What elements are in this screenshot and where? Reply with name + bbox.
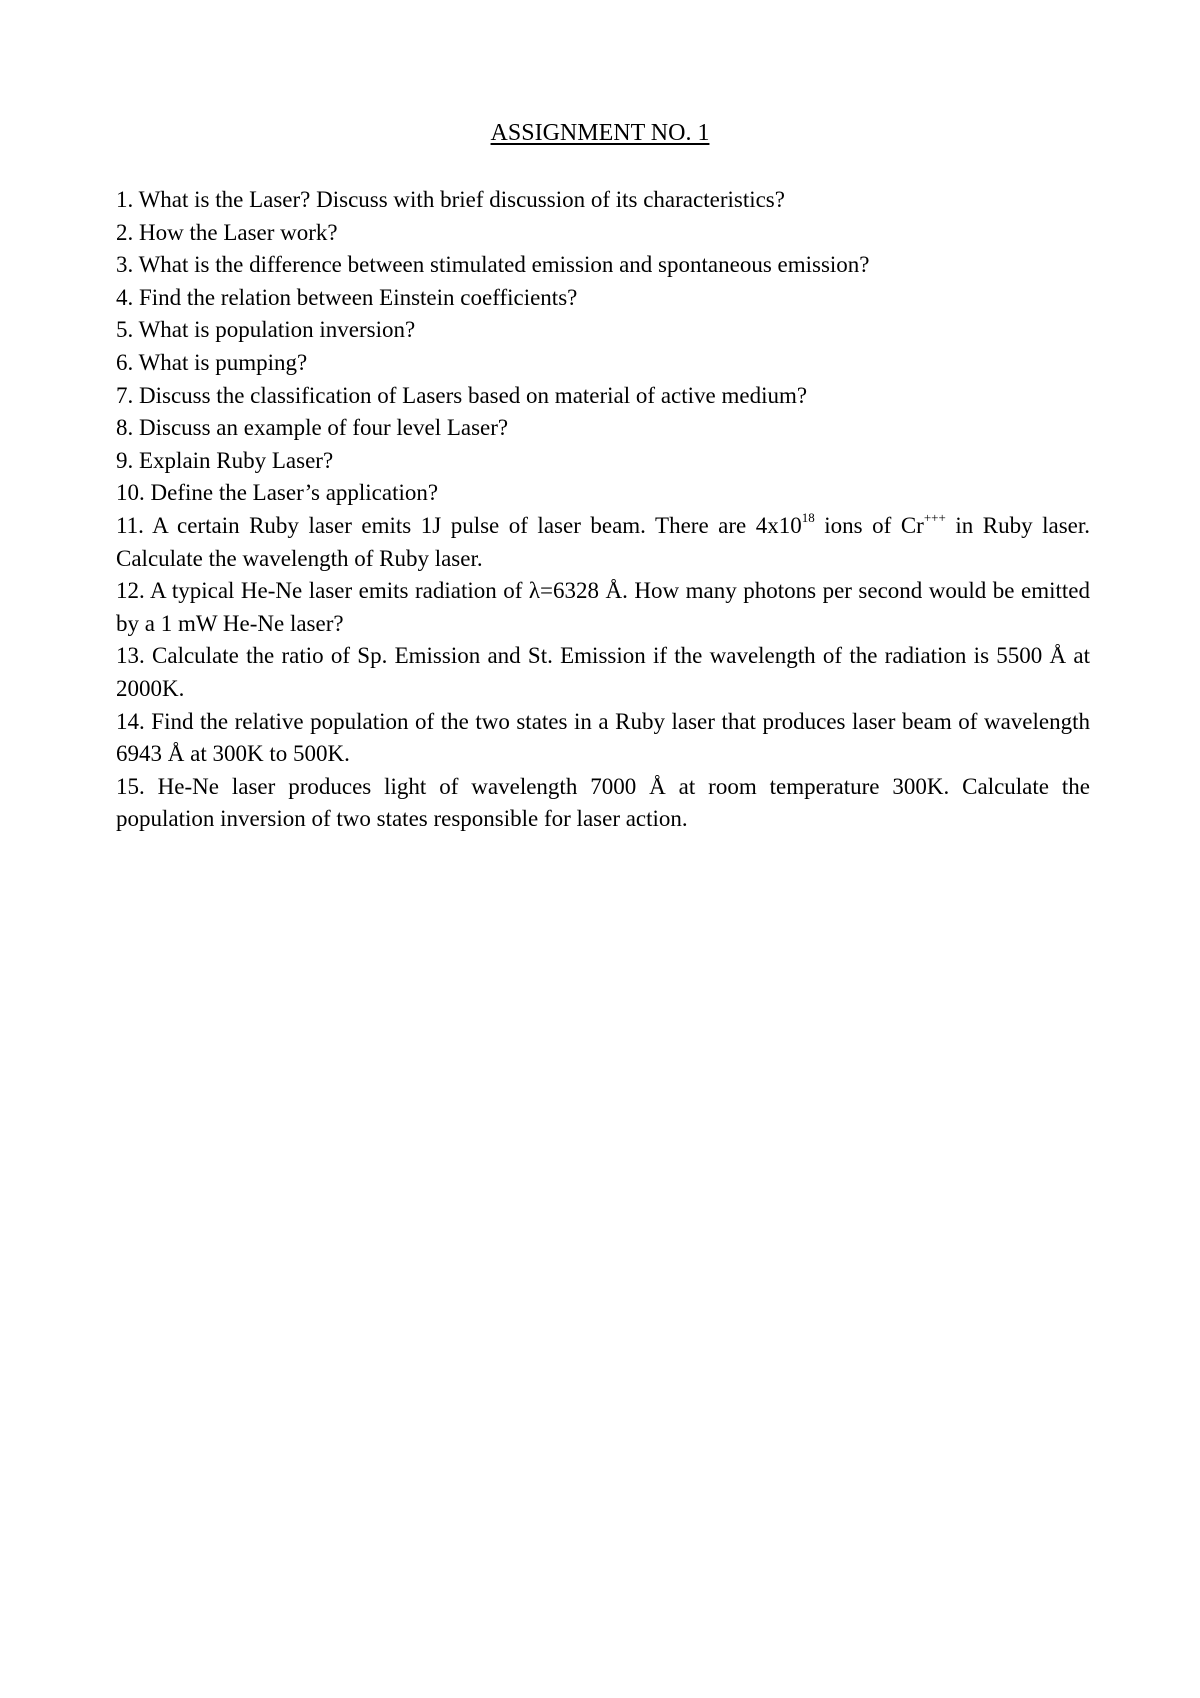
question-number: 5. <box>116 317 134 343</box>
question-text-part: A certain Ruby laser emits 1J pulse of laser beam. There are 4x10 <box>152 512 802 538</box>
question-text: Discuss an example of four level Laser? <box>139 415 509 441</box>
question-number: 11. <box>116 512 144 538</box>
question-number: 7. <box>116 382 134 408</box>
question-number: 3. <box>116 252 134 278</box>
question-number: 14. <box>116 708 145 734</box>
question-text: Discuss the classification of Lasers based on material of active medium? <box>139 382 808 408</box>
question-item-3 <box>116 249 1090 282</box>
question-text: Find the relation between Einstein coefficients? <box>139 284 578 310</box>
question-item-10 <box>116 477 1090 510</box>
question-text: What is pumping? <box>138 349 308 375</box>
question-item-1 <box>116 184 1090 217</box>
question-text-part: ions of Cr <box>814 512 924 538</box>
question-text: Explain Ruby Laser? <box>139 447 334 473</box>
question-item-7 <box>116 380 1090 413</box>
question-item-9 <box>116 445 1090 478</box>
question-text: Find the relative population of the two states in a Ruby laser that produces laser beam of wavelength 6943 Å at 300K to 500K. <box>116 708 1090 767</box>
exponent-superscript: 18 <box>801 510 815 526</box>
question-item-5 <box>116 314 1090 347</box>
question-number: 4. <box>116 284 134 310</box>
question-number: 1. <box>116 187 134 212</box>
question-item-2 <box>116 217 1090 250</box>
question-text: Calculate the ratio of Sp. Emission and St. Emission if the wavelength of the radiation is 5500 Å at 2000K. <box>116 643 1090 701</box>
ion-charge-superscript: +++ <box>923 510 946 526</box>
question-text: How the Laser work? <box>139 219 338 245</box>
question-number: 15. <box>116 773 145 799</box>
question-number: 12. <box>116 578 145 604</box>
question-item-15 <box>116 771 1090 836</box>
question-item-8 <box>116 412 1090 445</box>
question-number: 8. <box>116 415 134 441</box>
question-text: Define the Laser’s application? <box>150 480 439 506</box>
question-number: 13. <box>116 643 145 669</box>
question-item-11 <box>116 510 1090 575</box>
question-item-13 <box>116 640 1090 705</box>
question-item-12 <box>116 575 1090 640</box>
question-text: What is population inversion? <box>138 317 416 343</box>
question-number: 2. <box>116 219 134 245</box>
question-item-6 <box>116 347 1090 380</box>
assignment-title: ASSIGNMENT NO. 1 <box>490 120 710 146</box>
question-text: A typical He-Ne laser emits radiation of λ=6328 Å. How many photons per second would be emitted by a 1 mW He-Ne laser? <box>116 578 1090 636</box>
question-number: 9. <box>116 447 134 473</box>
question-item-14 <box>116 706 1090 771</box>
question-text: He-Ne laser produces light of wavelength 7000 Å at room temperature 300K. Calculate the population inversion of two states responsible for laser action. <box>116 773 1090 832</box>
question-list <box>116 184 1090 836</box>
question-number: 6. <box>116 349 134 375</box>
question-text-part: in Ruby laser. Calculate the wavelength of Ruby laser. <box>116 512 1090 571</box>
question-number: 10. <box>116 480 145 506</box>
question-text: What is the Laser? Discuss with brief discussion of its characteristics? <box>138 187 785 212</box>
question-text: What is the difference between stimulated emission and spontaneous emission? <box>138 252 870 278</box>
question-item-4 <box>116 282 1090 315</box>
